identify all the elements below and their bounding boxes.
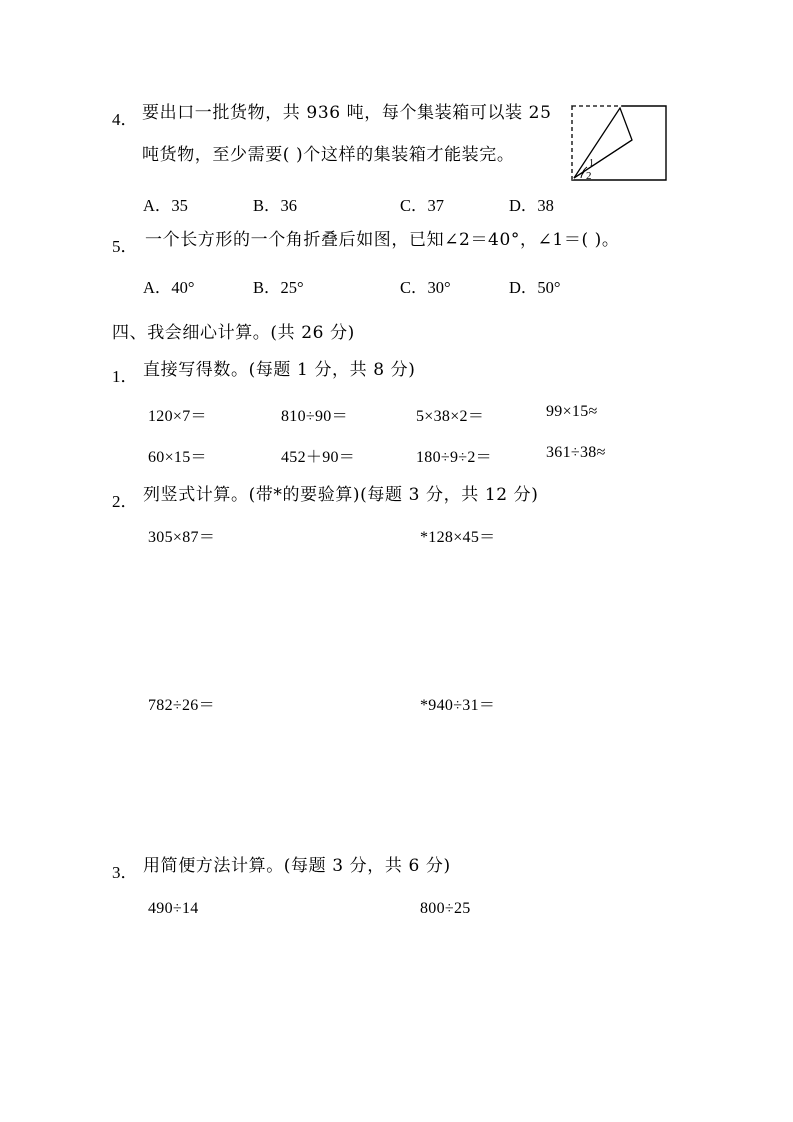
item-1-expr-r1c3: 361÷38≈ (546, 444, 606, 461)
section-heading: 四、我会细心计算。(共 26 分) (112, 323, 355, 343)
item-3-expr-r0c1: 800÷25 (420, 900, 471, 917)
question-5-option-a[interactable]: A．40° (143, 278, 195, 297)
question-5-option-b[interactable]: B．25° (253, 278, 304, 297)
item-1-title: 直接写得数。(每题 1 分，共 8 分) (143, 360, 416, 380)
item-1-expr-r0c3: 99×15≈ (546, 403, 598, 420)
item-2-expr-r1c0: 782÷26＝ (148, 697, 215, 714)
question-5-number: 5． (112, 237, 138, 256)
folded-rectangle-svg (570, 104, 668, 182)
folded-rectangle-diagram (570, 104, 668, 182)
item-2-title: 列竖式计算。(带*的要验算)(每题 3 分，共 12 分) (143, 485, 539, 505)
question-4-number: 4． (112, 110, 138, 129)
item-3-title: 用简便方法计算。(每题 3 分，共 6 分) (143, 856, 451, 876)
question-4-option-d[interactable]: D．38 (509, 196, 554, 215)
item-2-expr-r1c1: *940÷31＝ (420, 697, 496, 714)
question-4-option-c[interactable]: C．37 (400, 196, 445, 215)
item-2-expr-r0c1: *128×45＝ (420, 529, 496, 546)
question-5-option-d[interactable]: D．50° (509, 278, 561, 297)
item-2-expr-r0c0: 305×87＝ (148, 529, 216, 546)
question-5-option-c[interactable]: C．30° (400, 278, 451, 297)
folded-flap (574, 108, 632, 178)
item-1-expr-r1c0: 60×15＝ (148, 449, 207, 466)
item-2-number: 2． (112, 492, 138, 511)
item-1-expr-r0c0: 120×7＝ (148, 408, 207, 425)
question-5-line-1: 一个长方形的一个角折叠后如图，已知∠2＝40°，∠1＝( )。 (145, 230, 620, 250)
angle-label-2: 2 (586, 170, 592, 182)
rectangle-outline (572, 106, 666, 180)
question-4-option-a[interactable]: A．35 (143, 196, 188, 215)
item-1-expr-r1c2: 180÷9÷2＝ (416, 449, 492, 466)
item-1-expr-r0c2: 5×38×2＝ (416, 408, 485, 425)
question-4-option-b[interactable]: B．36 (253, 196, 298, 215)
question-4-line-1: 要出口一批货物，共 936 吨，每个集装箱可以装 25 (142, 103, 552, 123)
angle-label-1: 1 (589, 158, 594, 169)
item-1-expr-r0c1: 810÷90＝ (281, 408, 348, 425)
item-1-expr-r1c1: 452＋90＝ (281, 449, 356, 466)
item-1-number: 1． (112, 367, 138, 386)
item-3-number: 3． (112, 863, 138, 882)
item-3-expr-r0c0: 490÷14 (148, 900, 199, 917)
question-4-line-2: 吨货物，至少需要( )个这样的集装箱才能装完。 (142, 145, 515, 165)
